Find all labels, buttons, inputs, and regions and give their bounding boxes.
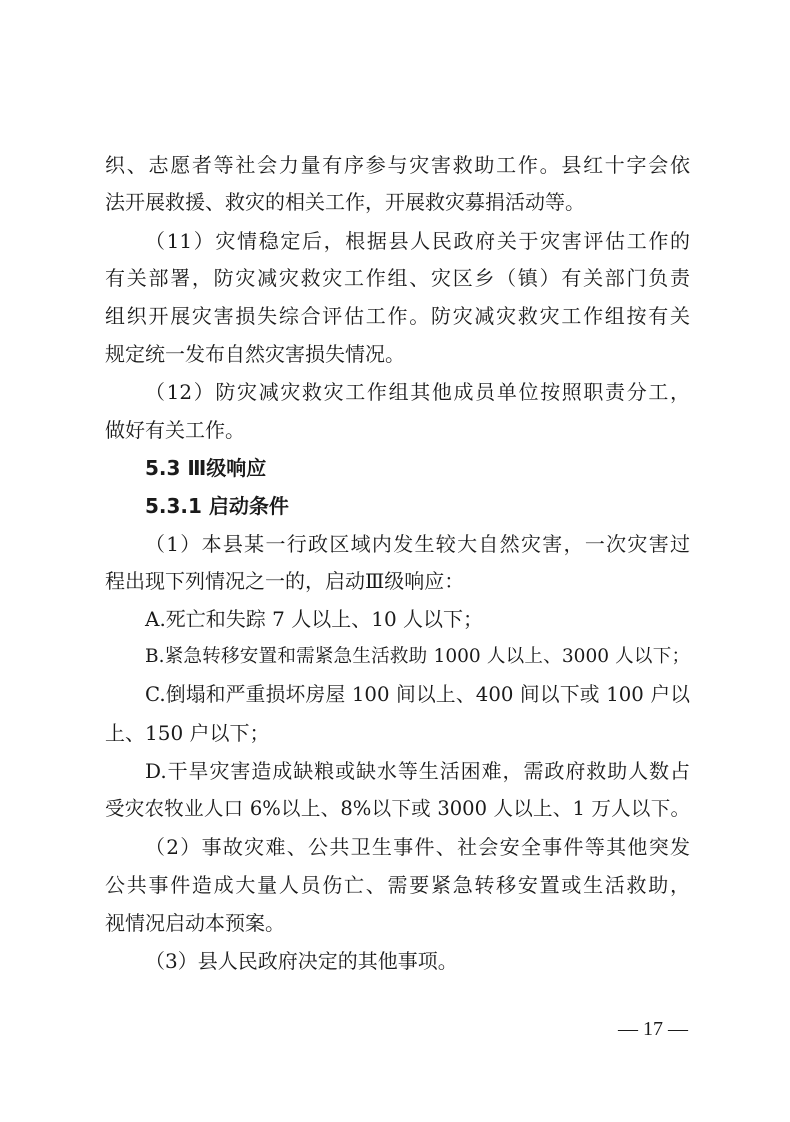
text-line: （11）灾情稳定后，根据县人民政府关于灾害评估工作的	[145, 229, 690, 253]
text-line: 程出现下列情况之一的，启动Ⅲ级响应：	[105, 569, 465, 593]
page-number: — 17 —	[618, 1018, 688, 1040]
text-line: 受灾农牧业人口 6%以上、8%以下或 3000 人以上、1 万人以下。	[105, 797, 690, 820]
text-line: （3）县人民政府决定的其他事项。	[145, 949, 458, 973]
text-line: 公共事件造成大量人员伤亡、需要紧急转移安置或生活救助，	[105, 873, 690, 897]
text-line: 上、150 户以下；	[105, 721, 270, 745]
section-heading: 5.3 Ⅲ级响应	[145, 456, 267, 480]
text-line: （12）防灾减灾救灾工作组其他成员单位按照职责分工，	[145, 380, 690, 404]
text-line: （1）本县某一行政区域内发生较大自然灾害，一次灾害过	[145, 532, 690, 556]
text-line: B.紧急转移安置和需紧急生活救助 1000 人以上、3000 人以下；	[145, 646, 690, 667]
text-line: 做好有关工作。	[105, 418, 245, 442]
text-line: C.倒塌和严重损坏房屋 100 间以上、400 间以下或 100 户以	[145, 683, 690, 706]
text-line: 规定统一发布自然灾害损失情况。	[105, 342, 405, 366]
text-line: 有关部署，防灾减灾救灾工作组、灾区乡（镇）有关部门负责	[105, 266, 690, 290]
subsection-heading: 5.3.1 启动条件	[145, 494, 289, 518]
text-line: 视情况启动本预案。	[105, 911, 285, 935]
text-line: D.干旱灾害造成缺粮或缺水等生活困难，需政府救助人数占	[145, 759, 690, 783]
text-line: （2）事故灾难、公共卫生事件、社会安全事件等其他突发	[145, 835, 690, 859]
text-line: 织、志愿者等社会力量有序参与灾害救助工作。县红十字会依	[105, 153, 690, 177]
text-line: A.死亡和失踪 7 人以上、10 人以下；	[145, 607, 484, 631]
text-line: 组织开展灾害损失综合评估工作。防灾减灾救灾工作组按有关	[105, 304, 690, 328]
text-line: 法开展救援、救灾的相关工作，开展救灾募捐活动等。	[105, 190, 585, 214]
